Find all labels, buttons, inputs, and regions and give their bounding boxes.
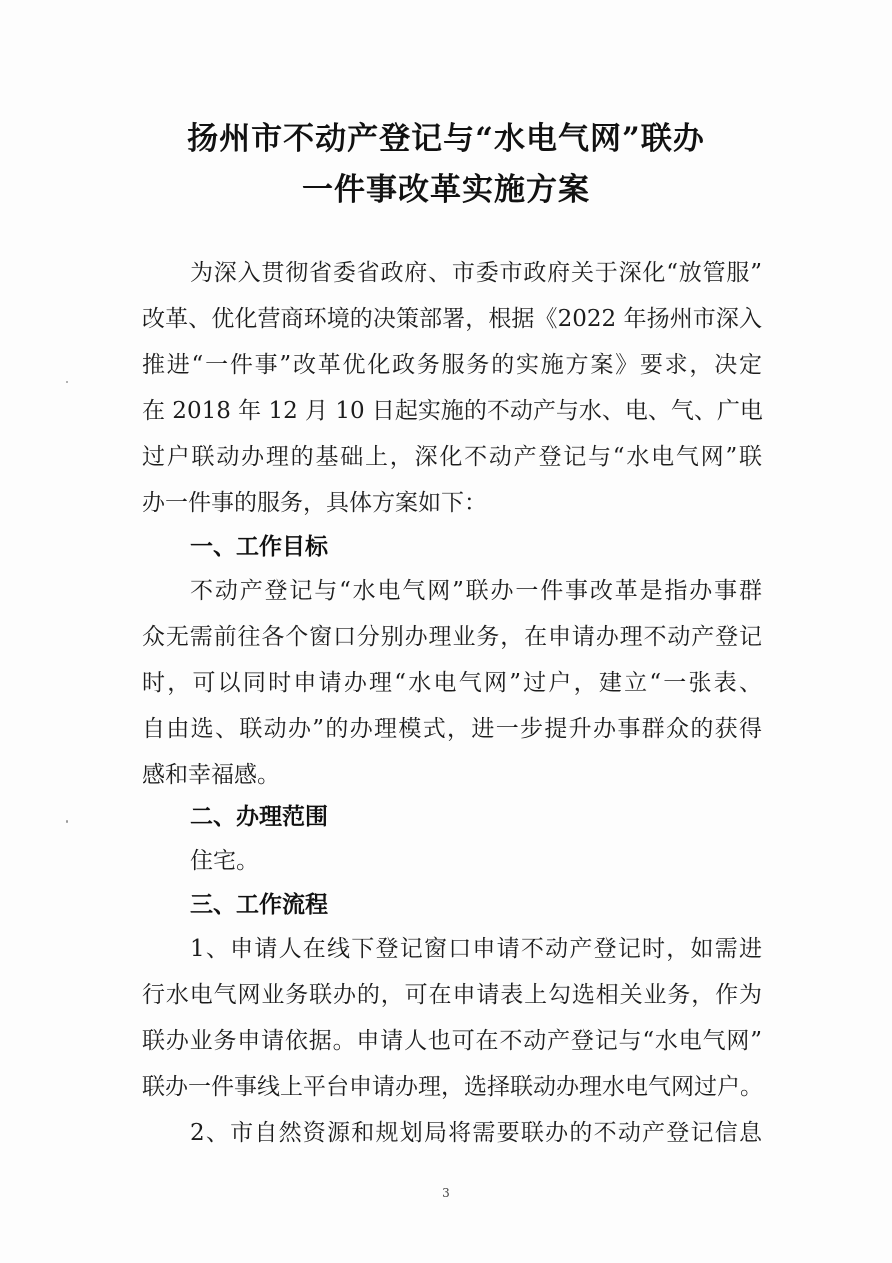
section1-line: 感和幸福感。 (142, 762, 280, 788)
section-heading-scope: 二、办理范围 (190, 803, 328, 830)
page-number: 3 (442, 1186, 450, 1200)
section3-line: 行水电气网业务联办的，可在申请表上勾选相关业务，作为 (142, 982, 762, 1008)
scan-speck (66, 381, 68, 383)
section1-line: 时，可以同时申请办理“水电气网”过户，建立“一张表、 (142, 670, 762, 696)
section2-line: 住宅。 (190, 848, 259, 874)
document-title-line-2: 一件事改革实施方案 (302, 172, 590, 208)
section1-line: 众无需前往各个窗口分别办理业务，在申请办理不动产登记 (142, 624, 762, 650)
intro-line: 改革、优化营商环境的决策部署，根据《2022 年扬州市深入 (142, 306, 762, 332)
section1-line: 不动产登记与“水电气网”联办一件事改革是指办事群 (190, 578, 762, 604)
section-heading-work-goals: 一、工作目标 (190, 533, 328, 560)
intro-line: 办一件事的服务，具体方案如下： (142, 490, 487, 516)
section3-line: 1、申请人在线下登记窗口申请不动产登记时，如需进 (190, 936, 762, 962)
section3-line: 联办一件事线上平台申请办理，选择联动办理水电气网过户。 (142, 1074, 763, 1100)
intro-line: 过户联动办理的基础上，深化不动产登记与“水电气网”联 (142, 444, 762, 470)
scan-speck (66, 820, 68, 823)
intro-line: 推进“一件事”改革优化政务服务的实施方案》要求，决定 (142, 352, 762, 378)
document-title-line-1: 扬州市不动产登记与“水电气网”联办 (187, 121, 705, 157)
section3-line: 联办业务申请依据。申请人也可在不动产登记与“水电气网” (142, 1028, 762, 1054)
intro-line: 为深入贯彻省委省政府、市委市政府关于深化“放管服” (190, 260, 762, 286)
section1-line: 自由选、联动办”的办理模式，进一步提升办事群众的获得 (142, 716, 762, 742)
intro-line: 在 2018 年 12 月 10 日起实施的不动产与水、电、气、广电 (142, 398, 763, 424)
section-heading-workflow: 三、工作流程 (190, 891, 328, 918)
section3-line: 2、市自然资源和规划局将需要联办的不动产登记信息 (190, 1120, 762, 1146)
